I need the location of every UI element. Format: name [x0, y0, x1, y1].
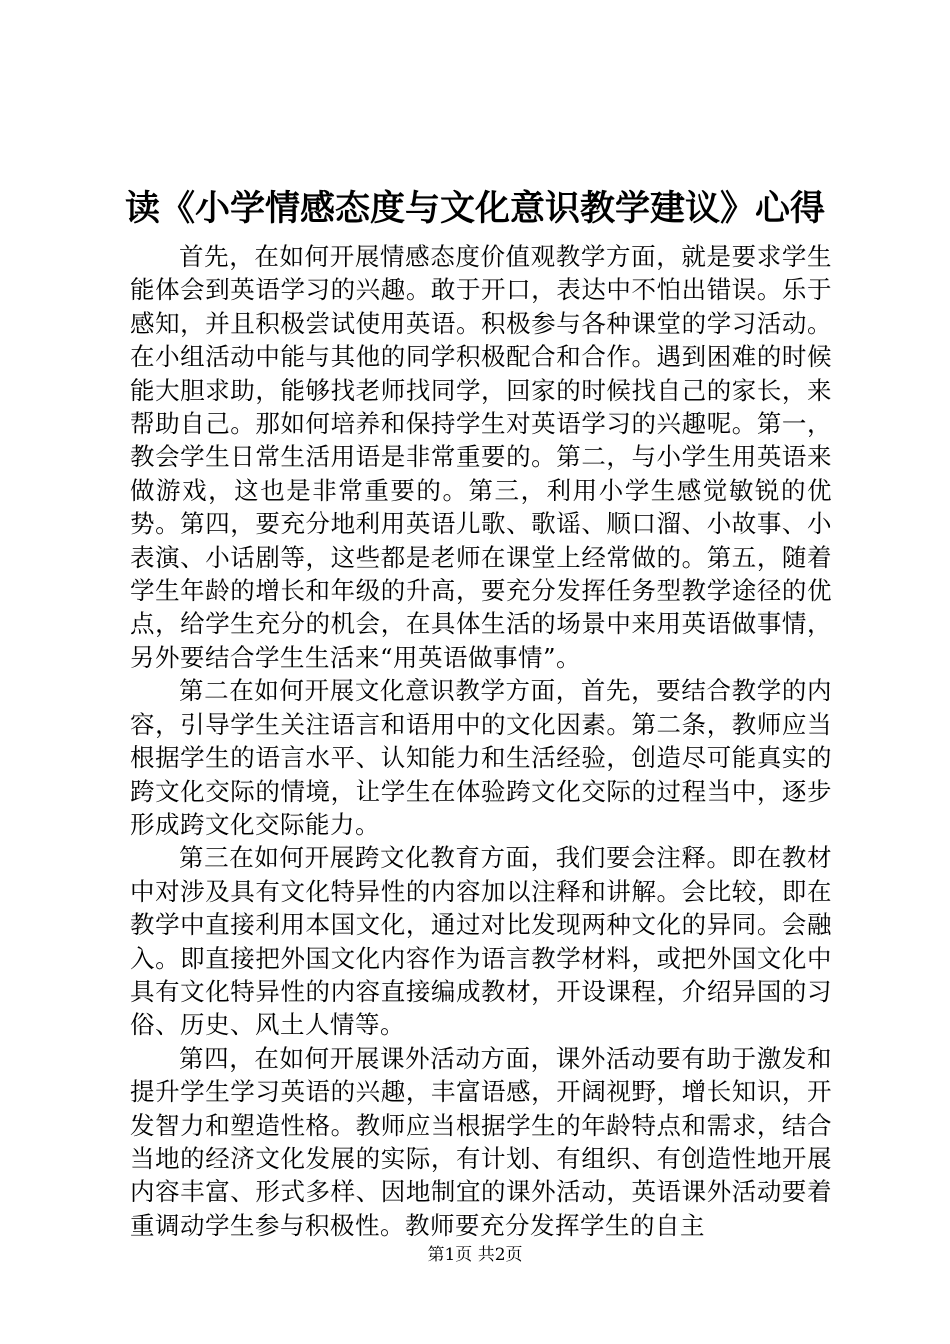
paragraph: 第二在如何开展文化意识教学方面，首先，要结合教学的内容，引导学生关注语言和语用中的文化因素。第二条，教师应当根据学生的语言水平、认知能力和生活经验，创造尽可能真实的跨文化交际的情境，让学生在体验跨文化交际的过程当中，逐步形成跨文化交际能力。: [130, 676, 832, 839]
paragraph: 第三在如何开展跨文化教育方面，我们要会注释。即在教材中对涉及具有文化特异性的内容加以注释和讲解。会比较，即在教学中直接利用本国文化，通过对比发现两种文化的异同。会融入。即直接把外国文化内容作为语言教学材料，或把外国文化中具有文化特异性的内容直接编成教材，开设课程，介绍异国的习俗、历史、风土人情等。: [130, 843, 832, 1040]
document-body: [130, 240, 832, 1242]
document-title: 读《小学情感态度与文化意识教学建议》心得: [124, 188, 825, 229]
paragraph: 第四，在如何开展课外活动方面，课外活动要有助于激发和提升学生学习英语的兴趣，丰富语感，开阔视野，增长知识，开发智力和塑造性格。教师应当根据学生的年龄特点和需求，结合当地的经济文化发展的实际，有计划、有组织、有创造性地开展内容丰富、形式多样、因地制宜的课外活动，英语课外活动要着重调动学生参与积极性。教师要充分发挥学生的自主: [130, 1043, 832, 1240]
page-footer: 第1页 共2页: [427, 1245, 523, 1265]
paragraph: 首先，在如何开展情感态度价值观教学方面，就是要求学生能体会到英语学习的兴趣。敢于开口，表达中不怕出错误。乐于感知，并且积极尝试使用英语。积极参与各种课堂的学习活动。在小组活动中能与其他的同学积极配合和合作。遇到困难的时候能大胆求助，能够找老师找同学，回家的时候找自己的家长，来帮助自己。那如何培养和保持学生对英语学习的兴趣呢。第一，教会学生日常生活用语是非常重要的。第二，与小学生用英语来做游戏，这也是非常重要的。第三，利用小学生感觉敏锐的优势。第四，要充分地利用英语儿歌、歌谣、顺口溜、小故事、小表演、小话剧等，这些都是老师在课堂上经常做的。第五，随着学生年龄的增长和年级的升高，要充分发挥任务型教学途径的优点，给学生充分的机会，在具体生活的场景中来用英语做事情，另外要结合学生生活来“用英语做事情”。: [130, 242, 832, 672]
